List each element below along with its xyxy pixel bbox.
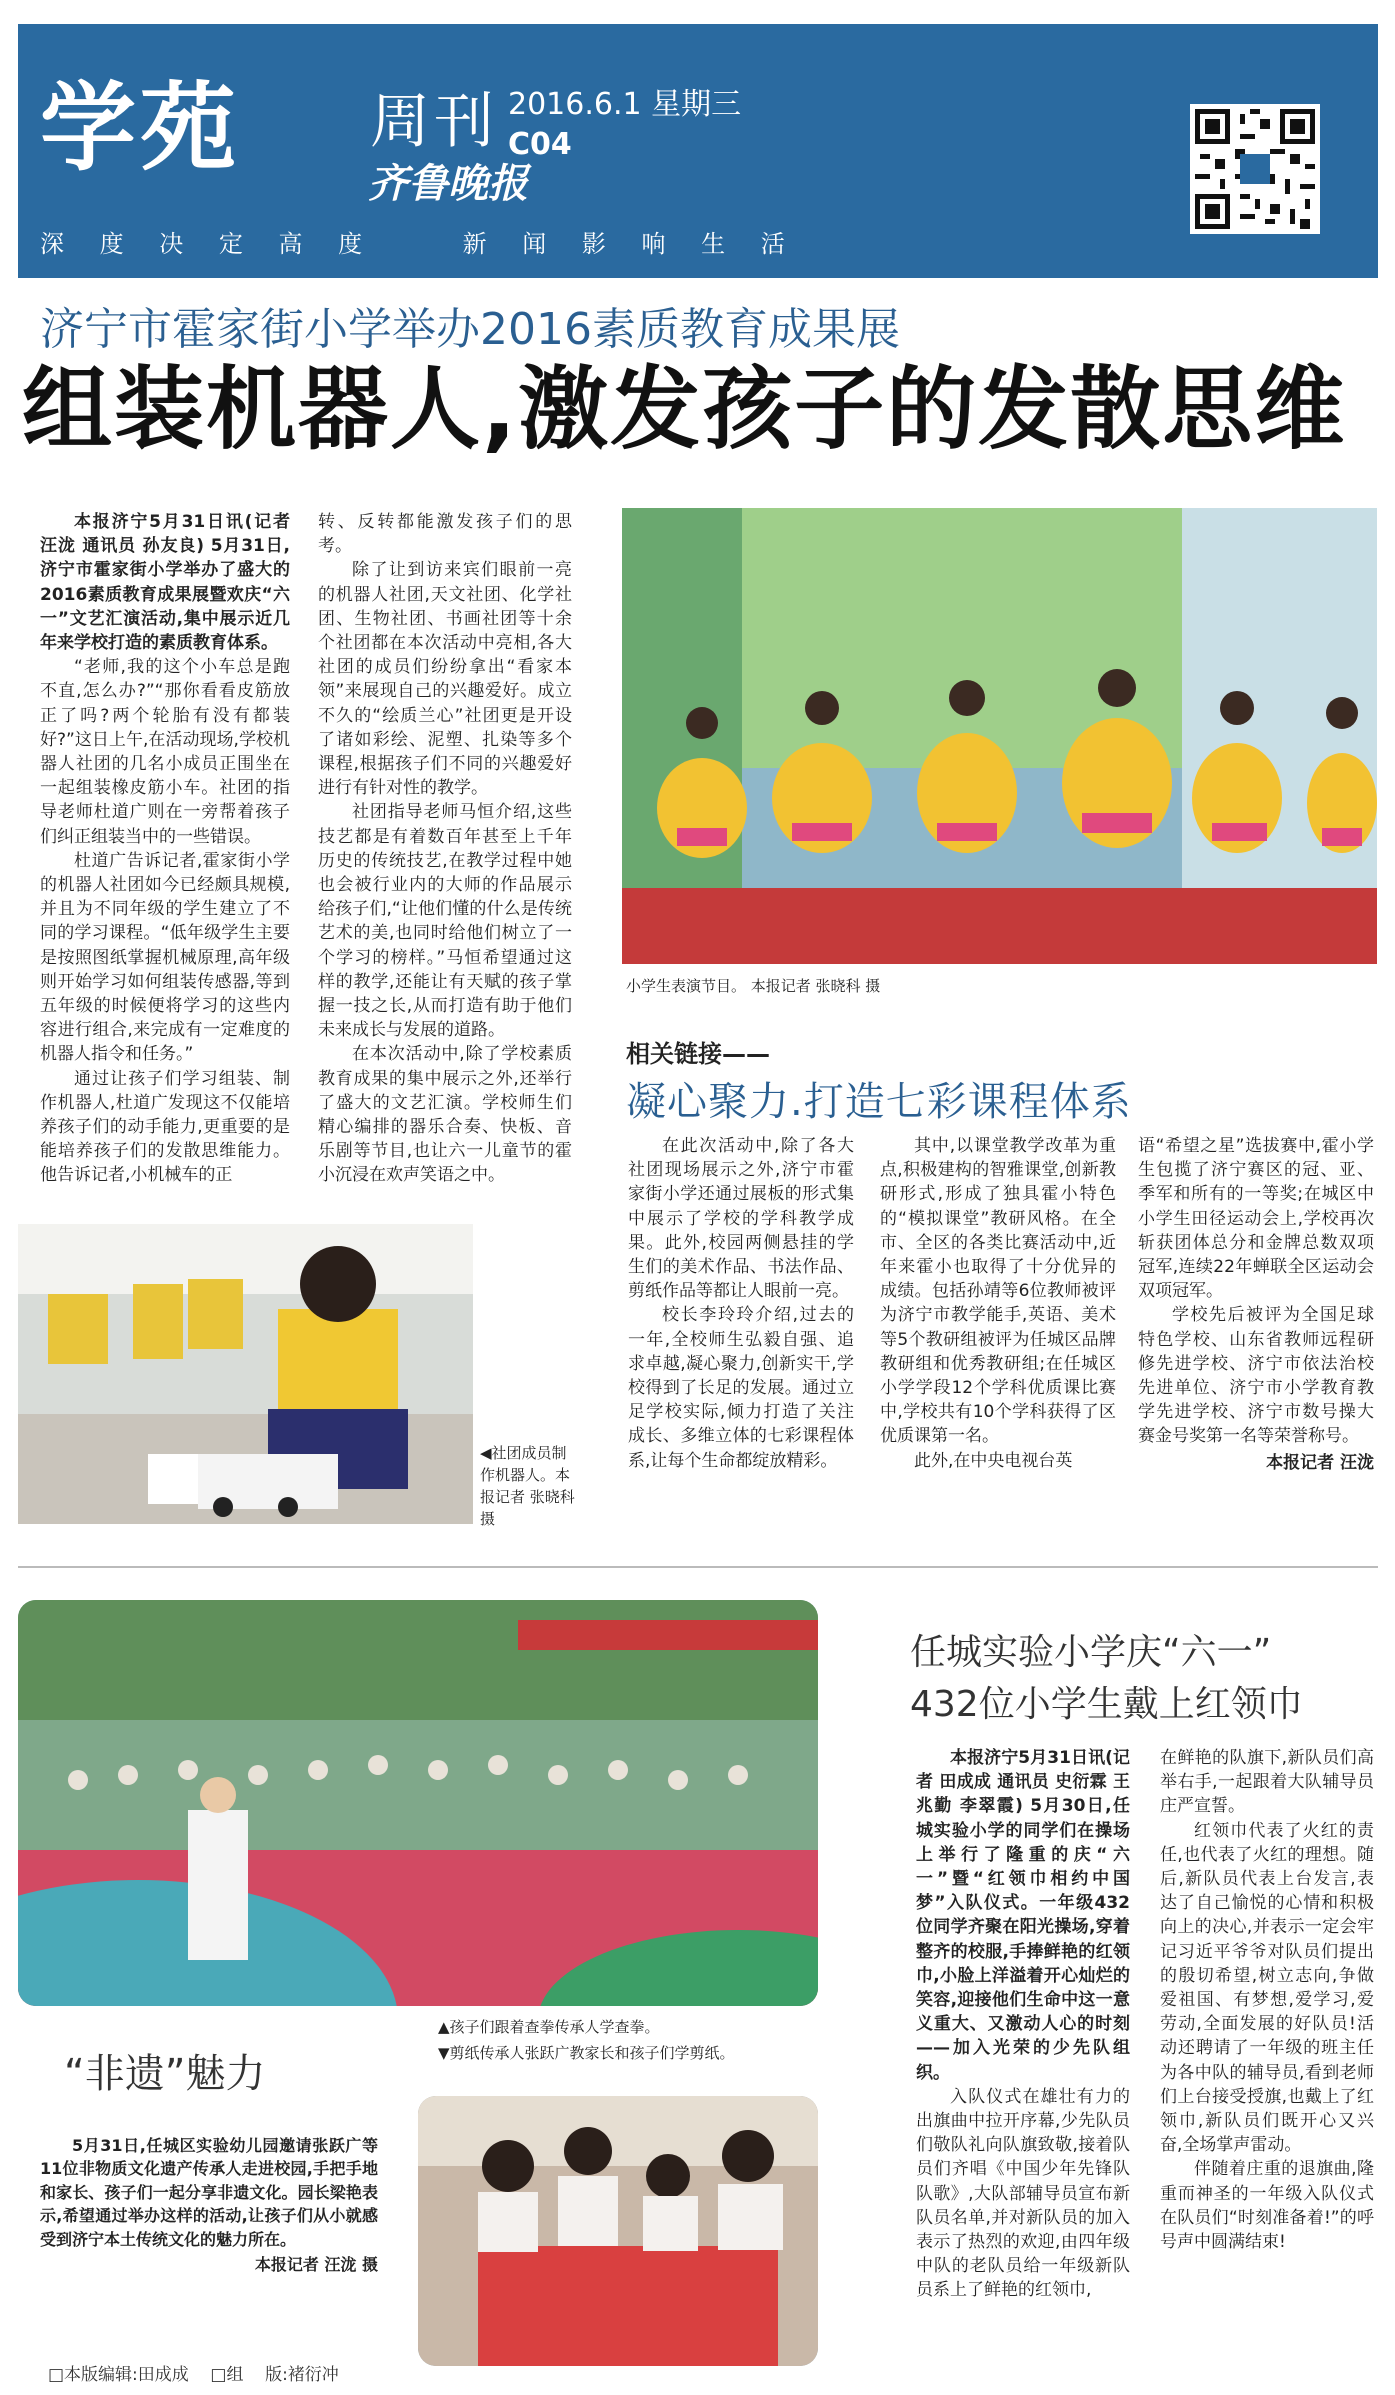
article-paragraph: 红领巾代表了火红的责任,也代表了火红的理想。随后,新队员代表上台发言,表达了自己愉悦的心情和积极向上的决心,并表示一定会牢记习近平爷爷对队员们提出的殷切希望,树立志向,争做爱祖国、有梦想,爱学习,爱劳动,全面发展的好队员!活动还聘请了一年级的班主任为各中队的辅导员,看到老师们上台接受授旗,也戴上了红领巾,新队员们既开心又兴奋,全场掌声雷动。	[1160, 1820, 1374, 2156]
scarf-title-line-1: 任城实验小学庆“六一”	[910, 1632, 1272, 1673]
scarf-title-line-2: 432位小学生戴上红领巾	[910, 1684, 1303, 1725]
masthead-slogan: 深 度 决 定 高 度 新 闻 影 响 生 活	[40, 230, 799, 258]
lead-column-1	[40, 510, 290, 1188]
article-paragraph: 5月31日,任城区实验幼儿园邀请张跃广等11位非物质文化遗产传承人走进校园,手把手地和家长、孩子们一起分享非遗文化。园长梁艳表示,希望通过举办这样的活动,让孩子们从小就感受到济宁本土传统文化的魅力所在。	[40, 2136, 378, 2249]
photo-caption: ◀社团成员制作机器人。本报记者 张晓科 摄	[480, 1444, 575, 1528]
photo-paper-cutting	[418, 2096, 818, 2366]
article-paragraph: 其中,以课堂教学改革为重点,积极建构的智雅课堂,创新教研形式,形成了独具霍小特色的“模拟课堂”教研风格。在全市、全区的各类比赛活动中,近年来霍小也取得了十分优异的成绩。包括孙靖等6位教师被评为济宁市教学能手,英语、美术等5个教研组被评为任城区品牌教研组和优秀教研组;在任城区小学学段12个学科优质课比赛中,学校共有10个学科获得了区优质课第一名。	[880, 1136, 1116, 1447]
article-paragraph: 通过让孩子们学习组装、制作机器人,杜道广发现这不仅能培养孩子们的动手能力,更重要的是能培养孩子们的发散思维能力。他告诉记者,小机械车的正	[40, 1068, 290, 1186]
photo-quan-class	[18, 1600, 818, 2006]
page-number: C04	[508, 127, 572, 162]
related-column-2	[880, 1134, 1116, 1473]
article-paragraph: 学校先后被评为全国足球特色学校、山东省教师远程研修先进学校、济宁市依法治校先进单位、济宁市小学教育教学先进学校、济宁市数号操大赛金号奖第一名等荣誉称号。	[1138, 1305, 1374, 1447]
article-paragraph: “老师,我的这个小车总是跑不直,怎么办?”“那你看看皮筋放正了吗?两个轮胎有没有都装好?”这日上午,在活动现场,学校机器人社团的几名小成员正围坐在一起组装橡皮筋小车。社团的指导老师杜道广则在一旁帮着孩子们纠正组装当中的一些错误。	[40, 657, 290, 847]
issue-date: 2016.6.1 星期三	[508, 87, 742, 122]
masthead-weekly: 周刊	[370, 87, 498, 157]
photo-caption: ▼剪纸传承人张跃广教家长和孩子们学剪纸。	[438, 2044, 735, 2062]
heritage-title: “非遗”魅力	[64, 2051, 266, 2097]
related-column-3	[1138, 1134, 1374, 1475]
lead-kicker: 济宁市霍家街小学举办2016素质教育成果展	[40, 304, 900, 355]
qr-code-icon	[1190, 104, 1320, 234]
related-link-title: 凝心聚力.打造七彩课程体系	[626, 1079, 1132, 1125]
article-paragraph: 在此次活动中,除了各大社团现场展示之外,济宁市霍家街小学还通过展板的形式集中展示了学校的学科教学成果。此外,校园两侧悬挂的学生们的美术作品、书法作品、剪纸作品等都让人眼前一亮。	[628, 1136, 854, 1302]
lead-paragraph: 本报济宁5月31日讯(记者 田成成 通讯员 史衍霖 王兆勤 李翠霞) 5月30日,任城实验小学的同学们在操场上举行了隆重的庆“六一”暨“红领巾相约中国梦”入队仪式。一年级432位同学齐聚在阳光操场,穿着整齐的校服,手捧鲜艳的红领巾,小脸上洋溢着开心灿烂的笑容,迎接他们生命中这一意义重大、又激动人心的时刻——加入光荣的少先队组织。	[916, 1748, 1130, 2083]
page-footer: □本版编辑:田成成 □组 版:褚衍冲	[48, 2365, 339, 2385]
scarf-column-2	[1160, 1746, 1374, 2254]
article-byline: 本报记者 汪泷 摄	[254, 2255, 378, 2275]
article-paragraph: 伴随着庄重的退旗曲,隆重而神圣的一年级入队仪式在队员们“时刻准备着!”的呼号声中圆满结束!	[1160, 2159, 1374, 2253]
lead-paragraph: 本报济宁5月31日讯(记者 汪泷 通讯员 孙友良) 5月31日,济宁市霍家街小学举办了盛大的2016素质教育成果展暨欢庆“六一”文艺汇演活动,集中展示近几年来学校打造的素质教育体系。	[40, 512, 290, 654]
masthead-paper-name: 齐鲁晚报	[368, 160, 528, 207]
article-paragraph: 此外,在中央电视台英	[914, 1450, 1073, 1471]
photo-robot-building	[18, 1224, 473, 1524]
related-link-label: 相关链接——	[626, 1040, 770, 1068]
photo-caption: ▲孩子们跟着查拳传承人学查拳。	[438, 2018, 660, 2036]
article-paragraph: 转、反转都能激发孩子们的思考。	[318, 512, 572, 557]
article-paragraph: 校长李玲玲介绍,过去的一年,全校师生弘毅自强、追求卓越,凝心聚力,创新实干,学校得到了长足的发展。通过立足学校实际,倾力打造了关注成长、多维立体的七彩课程体系,让每个生命都绽放精彩。	[628, 1305, 854, 1471]
article-paragraph: 入队仪式在雄壮有力的出旗曲中拉开序幕,少先队员们敬队礼向队旗致敬,接着队员们齐唱《中国少年先锋队队歌》,大队部辅导员宣布新队员名单,并对新队员的加入表示了热烈的欢迎,由四年级中队的老队员给一年级新队员系上了鲜艳的红领巾,	[916, 2086, 1130, 2301]
related-column-1	[628, 1134, 854, 1473]
article-paragraph: 在鲜艳的队旗下,新队员们高举右手,一起跟着大队辅导员庄严宣誓。	[1160, 1748, 1374, 1817]
photo-dance-performance	[622, 508, 1377, 964]
scarf-column-1	[916, 1746, 1130, 2303]
section-divider	[18, 1566, 1378, 1568]
lead-headline: 组装机器人,激发孩子的发散思维	[22, 357, 1347, 462]
article-paragraph: 在本次活动中,除了学校素质教育成果的集中展示之外,还举行了盛大的文艺汇演。学校师生们精心编排的器乐合奏、快板、音乐剧等节目,也让六一儿童节的霍小沉浸在欢声笑语之中。	[318, 1044, 572, 1186]
photo-caption: 小学生表演节目。 本报记者 张晓科 摄	[626, 977, 881, 995]
article-paragraph: 杜道广告诉记者,霍家街小学的机器人社团如今已经颇具规模,并且为不同年级的学生建立了不同的学习课程。“低年级学生主要是按照图纸掌握机械原理,高年级则开始学习如何组装传感器,等到五年级的时候便将学习的这些内容进行组合,来完成有一定难度的机器人指令和任务。”	[40, 850, 290, 1065]
article-paragraph: 社团指导老师马恒介绍,这些技艺都是有着数百年甚至上千年历史的传统技艺,在教学过程中她也会被行业内的大师的作品展示给孩子们,“让他们懂的什么是传统艺术的美,也同时给他们树立了一个学习的榜样。”马恒希望通过这样的教学,还能让有天赋的孩子掌握一技之长,从而打造有助于他们未来成长与发展的道路。	[318, 802, 572, 1041]
heritage-body	[40, 2134, 378, 2276]
article-paragraph: 语“希望之星”选拔赛中,霍小学生包揽了济宁赛区的冠、亚、季军和所有的一等奖;在城区中小学生田径运动会上,学校再次斩获团体总分和金牌总数双项冠军,连续22年蝉联全区运动会双项冠军。	[1138, 1136, 1374, 1302]
masthead-logo: 学苑	[40, 72, 240, 184]
article-byline: 本报记者 汪泷	[1266, 1452, 1374, 1473]
lead-column-2	[318, 510, 572, 1188]
article-paragraph: 除了让到访来宾们眼前一亮的机器人社团,天文社团、化学社团、生物社团、书画社团等十余个社团都在本次活动中亮相,各大社团的成员们纷纷拿出“看家本领”来展现自己的兴趣爱好。成立不久的“绘质兰心”社团更是开设了诸如彩绘、泥塑、扎染等多个课程,根据孩子们不同的兴趣爱好进行有针对性的教学。	[318, 560, 572, 799]
